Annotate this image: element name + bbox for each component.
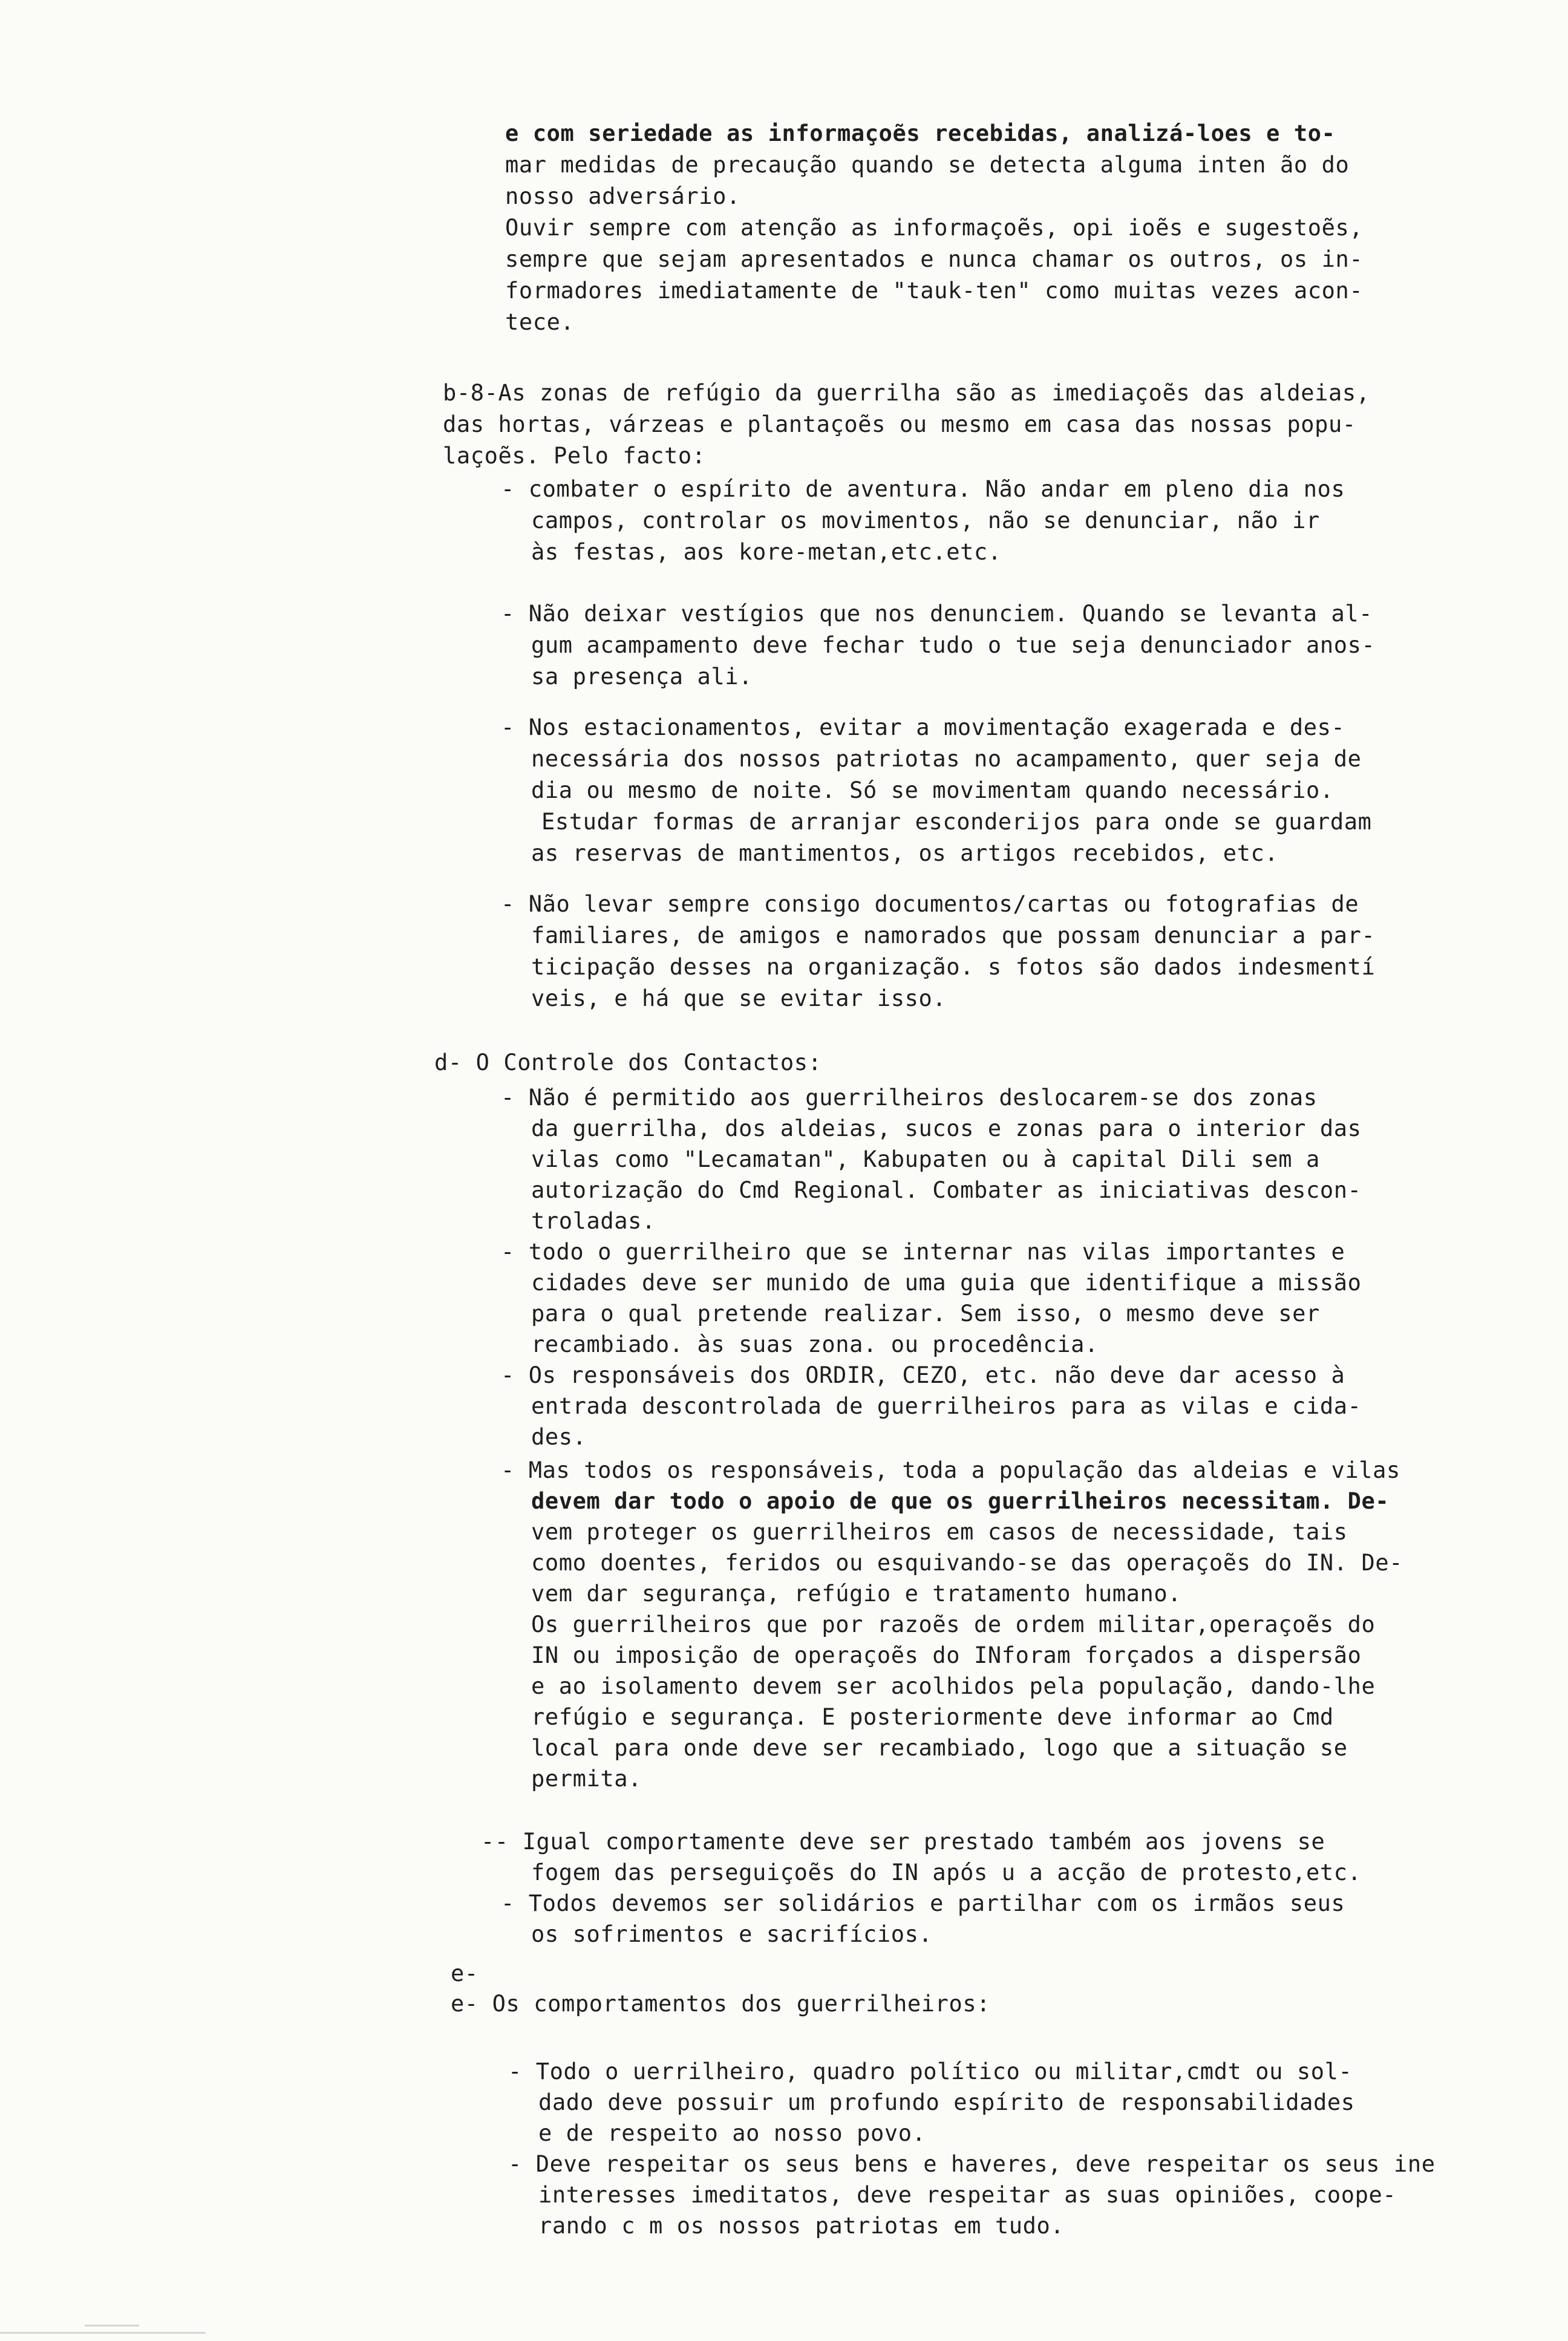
bullet-item: - Não é permitido aos guerrilheiros deslocarem-se dos zonas — [501, 1085, 1318, 1111]
bullet-item: - Todos devemos ser solidários e partilhar com os irmãos seus — [501, 1890, 1345, 1916]
text-line: mar medidas de precaução quando se detecta alguma inten ão do — [505, 152, 1350, 178]
text-line: sempre que sejam apresentados e nunca chamar os outros, os in- — [505, 246, 1364, 272]
text-line: tece. — [505, 309, 575, 335]
section-heading-d: d- O Controle dos Contactos: — [434, 1050, 822, 1076]
section-heading-b8: b-8-As zonas de refúgio da guerrilha são as imediaçoẽs das aldeias, — [443, 380, 1370, 406]
text-line: IN ou imposição de operaçoẽs do INforam forçados a dispersão — [531, 1642, 1362, 1668]
bullet-item: - Nos estacionamentos, evitar a movimentação exagerada e des- — [501, 714, 1345, 740]
bullet-item: - combater o espírito de aventura. Não andar em pleno dia nos — [501, 476, 1345, 502]
bullet-item: - Mas todos os responsáveis, toda a população das aldeias e vilas — [501, 1457, 1400, 1483]
bullet-item: - todo o guerrilheiro que se internar nas vilas importantes e — [501, 1239, 1345, 1265]
text-line: cidades deve ser munido de uma guia que identifique a missão — [531, 1270, 1362, 1296]
text-line: recambiado. às suas zona. ou procedência. — [531, 1331, 1099, 1357]
bullet-item: -- Igual comportamente deve ser prestado também aos jovens se — [481, 1829, 1325, 1855]
text-line: e ao isolamento devem ser acolhidos pela população, dando-lhe — [531, 1673, 1376, 1699]
text-line: vem dar segurança, refúgio e tratamento humano. — [531, 1581, 1182, 1607]
text-line: às festas, aos kore-metan,etc.etc. — [531, 539, 1002, 565]
text-line: sa presença ali. — [531, 664, 753, 690]
text-line: vilas como "Lecamatan", Kabupaten ou à capital Dili sem a — [531, 1146, 1320, 1172]
text-line: Os guerrilheiros que por razoẽs de ordem militar,operaçoẽs do — [531, 1611, 1376, 1637]
scan-noise — [0, 2332, 206, 2334]
text-line: Ouvir sempre com atenção as informaçoẽs, opi ioẽs e sugestoẽs, — [505, 215, 1364, 241]
text-line: autorização do Cmd Regional. Combater as iniciativas descon- — [531, 1177, 1362, 1203]
text-line: da guerrilha, dos aldeias, sucos e zonas para o interior das — [531, 1115, 1362, 1141]
text-line: ticipação desses na organização. s fotos são dados indesmentí — [531, 954, 1376, 980]
bullet-item: - Deve respeitar os seus bens e haveres, deve respeitar os seus ine — [508, 2151, 1436, 2177]
text-line: troladas. — [531, 1208, 656, 1234]
text-line: familiares, de amigos e namorados que possam denunciar a par- — [531, 922, 1376, 948]
section-heading-e: e- Os comportamentos dos guerrilheiros: — [451, 1991, 991, 2017]
text-line: dia ou mesmo de noite. Só se movimentam quando necessário. — [531, 777, 1334, 803]
bullet-item: - Não deixar vestígios que nos denunciem. Quando se levanta al- — [501, 601, 1373, 627]
text-line: interesses imeditatos, deve respeitar as suas opiniões, coope- — [538, 2182, 1397, 2208]
scan-noise — [85, 2325, 139, 2326]
text-line: das hortas, várzeas e plantaçoẽs ou mesmo em casa das nossas popu- — [443, 411, 1356, 437]
text-line: local para onde deve ser recambiado, logo que a situação se — [531, 1735, 1348, 1761]
text-line: formadores imediatamente de "tauk-ten" como muitas vezes acon- — [505, 278, 1364, 304]
text-line: entrada descontrolada de guerrilheiros para as vilas e cida- — [531, 1393, 1362, 1419]
bullet-item: - Os responsáveis dos ORDIR, CEZO, etc. não deve dar acesso à — [501, 1362, 1345, 1388]
text-line: necessária dos nossos patriotas no acampamento, quer seja de — [531, 746, 1362, 772]
text-line: permita. — [531, 1766, 642, 1792]
text-line: veis, e há que se evitar isso. — [531, 985, 947, 1011]
text-line: vem proteger os guerrilheiros em casos de necessidade, tais — [531, 1519, 1348, 1545]
text-line: campos, controlar os movimentos, não se denunciar, não ir — [531, 508, 1320, 534]
text-line: nosso adversário. — [505, 183, 740, 209]
bullet-item: - Não levar sempre consigo documentos/cartas ou fotografias de — [501, 891, 1359, 917]
stray-heading-e: e- — [451, 1961, 479, 1987]
bullet-item: - Todo o uerrilheiro, quadro político ou militar,cmdt ou sol- — [508, 2059, 1353, 2085]
text-line: gum acampamento deve fechar tudo o tue seja denunciador anos- — [531, 632, 1376, 658]
text-line: para o qual pretende realizar. Sem isso, o mesmo deve ser — [531, 1301, 1320, 1327]
text-line: laçoẽs. Pelo facto: — [443, 443, 706, 469]
text-line: Estudar formas de arranjar esconderijos para onde se guardam — [541, 809, 1372, 835]
text-line: e de respeito ao nosso povo. — [538, 2120, 926, 2146]
text-line: dado deve possuir um profundo espírito de responsabilidades — [538, 2089, 1355, 2115]
text-line: fogem das perseguiçoẽs do IN após u a acção de protesto,etc. — [531, 1859, 1362, 1886]
text-line: as reservas de mantimentos, os artigos recebidos, etc. — [531, 840, 1279, 866]
text-line: des. — [531, 1424, 587, 1450]
text-line: os sofrimentos e sacrifícios. — [531, 1921, 933, 1947]
text-line: como doentes, feridos ou esquivando-se das operaçoẽs do IN. De- — [531, 1550, 1403, 1576]
text-line: rando c m os nossos patriotas em tudo. — [538, 2213, 1065, 2239]
text-line: refúgio e segurança. E posteriormente deve informar ao Cmd — [531, 1704, 1334, 1730]
text-line: e com seriedade as informaçoẽs recebidas, analizá-loes e to- — [505, 120, 1336, 146]
text-line: devem dar todo o apoio de que os guerrilheiros necessitam. De- — [531, 1488, 1390, 1514]
